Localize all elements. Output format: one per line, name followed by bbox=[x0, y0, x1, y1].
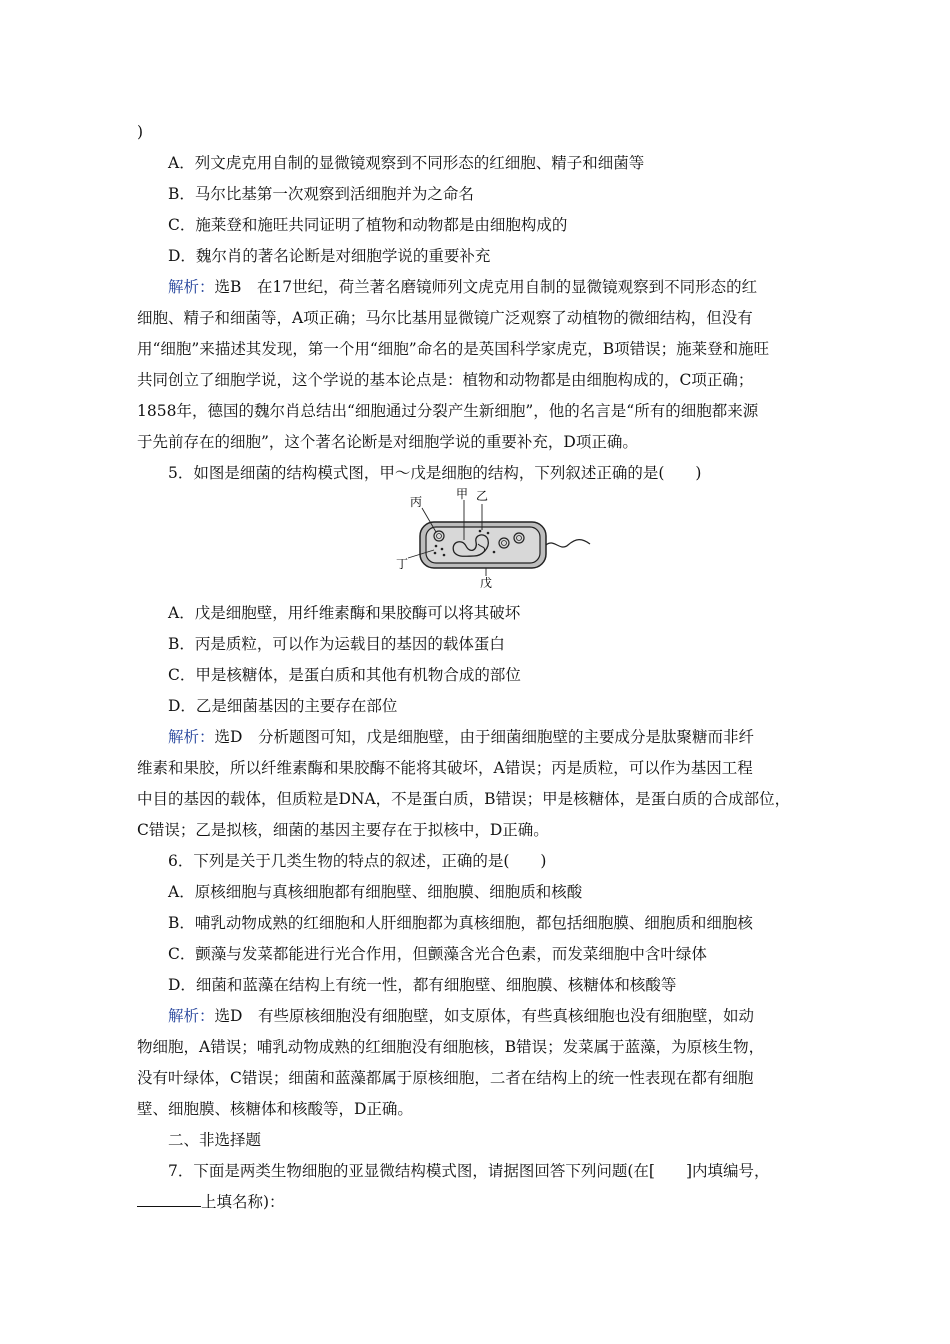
q5-analysis-line-2: 维素和果胶，所以纤维素酶和果胶酶不能将其破坏，A错误；丙是质粒，可以作为基因工程 bbox=[137, 759, 753, 777]
q5-option-a: A．戊是细胞壁，用纤维素酶和果胶酶可以将其破坏 bbox=[168, 604, 521, 622]
q6-analysis-line-3: 没有叶绿体，C错误；细菌和蓝藻都属于原核细胞，二者在结构上的统一性表现在都有细胞 bbox=[137, 1069, 754, 1087]
ribosome bbox=[487, 532, 490, 535]
q5-analysis-line-3: 中目的基因的载体，但质粒是DNA，不是蛋白质，B错误；甲是核糖体，是蛋白质的合成部位， bbox=[137, 790, 791, 808]
q4-option-c: C．施莱登和施旺共同证明了植物和动物都是由细胞构成的 bbox=[168, 216, 568, 234]
analysis-label: 解析： bbox=[168, 728, 215, 746]
q4-analysis-line-6: 于先前存在的细胞”，这个著名论断是对细胞学说的重要补充，D项正确。 bbox=[137, 433, 638, 451]
q4-option-d: D．魏尔肖的著名论断是对细胞学说的重要补充 bbox=[168, 247, 491, 265]
q6-analysis-line-4: 壁、细胞膜、核糖体和核酸等，D正确。 bbox=[137, 1100, 413, 1118]
q6-option-a: A．原核细胞与真核细胞都有细胞壁、细胞膜、细胞质和核酸 bbox=[168, 883, 583, 901]
q6-option-d: D．细菌和蓝藻在结构上有统一性，都有细胞壁、细胞膜、核糖体和核酸等 bbox=[168, 976, 677, 994]
q4-option-b: B．马尔比基第一次观察到活细胞并为之命名 bbox=[168, 185, 474, 203]
q5-option-b: B．丙是质粒，可以作为运载目的基因的载体蛋白 bbox=[168, 635, 505, 653]
label-yi: 乙 bbox=[476, 489, 489, 503]
ribosome bbox=[435, 545, 438, 548]
q5-analysis-line-4: C错误；乙是拟核，细菌的基因主要存在于拟核中，D正确。 bbox=[137, 821, 549, 839]
bacteria-diagram bbox=[392, 486, 592, 588]
ribosome bbox=[441, 548, 444, 551]
q5-stem: 5．如图是细菌的结构模式图，甲～戊是细胞的结构，下列叙述正确的是( ) bbox=[168, 464, 702, 482]
q4-analysis-line-1: 解析：选B 在17世纪，荷兰著名磨镜师列文虎克用自制的显微镜观察到不同形态的红 bbox=[168, 278, 758, 296]
label-jia: 甲 bbox=[456, 487, 469, 501]
q7-stem-line-2: 上填名称)： bbox=[137, 1192, 827, 1212]
section-heading: 二、非选择题 bbox=[168, 1131, 262, 1149]
q4-option-a: A．列文虎克用自制的显微镜观察到不同形态的红细胞、精子和细菌等 bbox=[168, 154, 645, 172]
q4-analysis-line-2: 细胞、精子和细菌等，A项正确；马尔比基用显微镜广泛观察了动植物的微细结构，但没有 bbox=[137, 309, 753, 327]
q4-analysis-line-4: 共同创立了细胞学说，这个学说的基本论点是：植物和动物都是由细胞构成的，C项正确； bbox=[137, 371, 754, 389]
label-ding: 丁 bbox=[396, 557, 409, 571]
q6-option-b: B．哺乳动物成熟的红细胞和人肝细胞都为真核细胞，都包括细胞膜、细胞质和细胞核 bbox=[168, 914, 753, 932]
q6-option-c: C．颤藻与发菜都能进行光合作用，但颤藻含光合色素，而发菜细胞中含叶绿体 bbox=[168, 945, 707, 963]
q6-analysis-line-2: 物细胞，A错误；哺乳动物成熟的红细胞没有细胞核，B错误；发菜属于蓝藻，为原核生物， bbox=[137, 1038, 765, 1056]
q4-analysis-line-3: 用“细胞”来描述其发现，第一个用“细胞”命名的是英国科学家虎克，B项错误；施莱登和施旺 bbox=[137, 340, 770, 358]
label-bing: 丙 bbox=[410, 495, 423, 509]
flagellum bbox=[546, 540, 590, 547]
q7-stem: 7．下面是两类生物细胞的亚显微结构模式图，请据图回答下列问题(在[ ]内填编号， bbox=[168, 1162, 770, 1180]
ribosome bbox=[493, 551, 496, 554]
q5-option-c: C．甲是核糖体，是蛋白质和其他有机物合成的部位 bbox=[168, 666, 521, 684]
q5-analysis-line-1: 解析：选D 分析题图可知，戊是细胞壁，由于细菌细胞壁的主要成分是肽聚糖而非纤 bbox=[168, 728, 754, 746]
q4-analysis-line-5: 1858年，德国的魏尔肖总结出“细胞通过分裂产生新细胞”，他的名言是“所有的细胞都来源 bbox=[137, 402, 759, 420]
label-wu: 戊 bbox=[480, 576, 493, 588]
analysis-label: 解析： bbox=[168, 1007, 215, 1025]
ribosome bbox=[434, 552, 437, 555]
ribosome bbox=[479, 530, 482, 533]
analysis-label: 解析： bbox=[168, 278, 215, 296]
q6-analysis-line-1: 解析：选D 有些原核细胞没有细胞壁，如支原体，有些真核细胞也没有细胞壁，如动 bbox=[168, 1007, 754, 1025]
q6-stem: 6．下列是关于几类生物的特点的叙述，正确的是( ) bbox=[168, 852, 547, 870]
ribosome bbox=[443, 554, 446, 557]
q5-option-d: D．乙是细菌基因的主要存在部位 bbox=[168, 697, 398, 715]
q4-paren: ) bbox=[137, 123, 144, 141]
answer-blank[interactable] bbox=[137, 1192, 201, 1207]
